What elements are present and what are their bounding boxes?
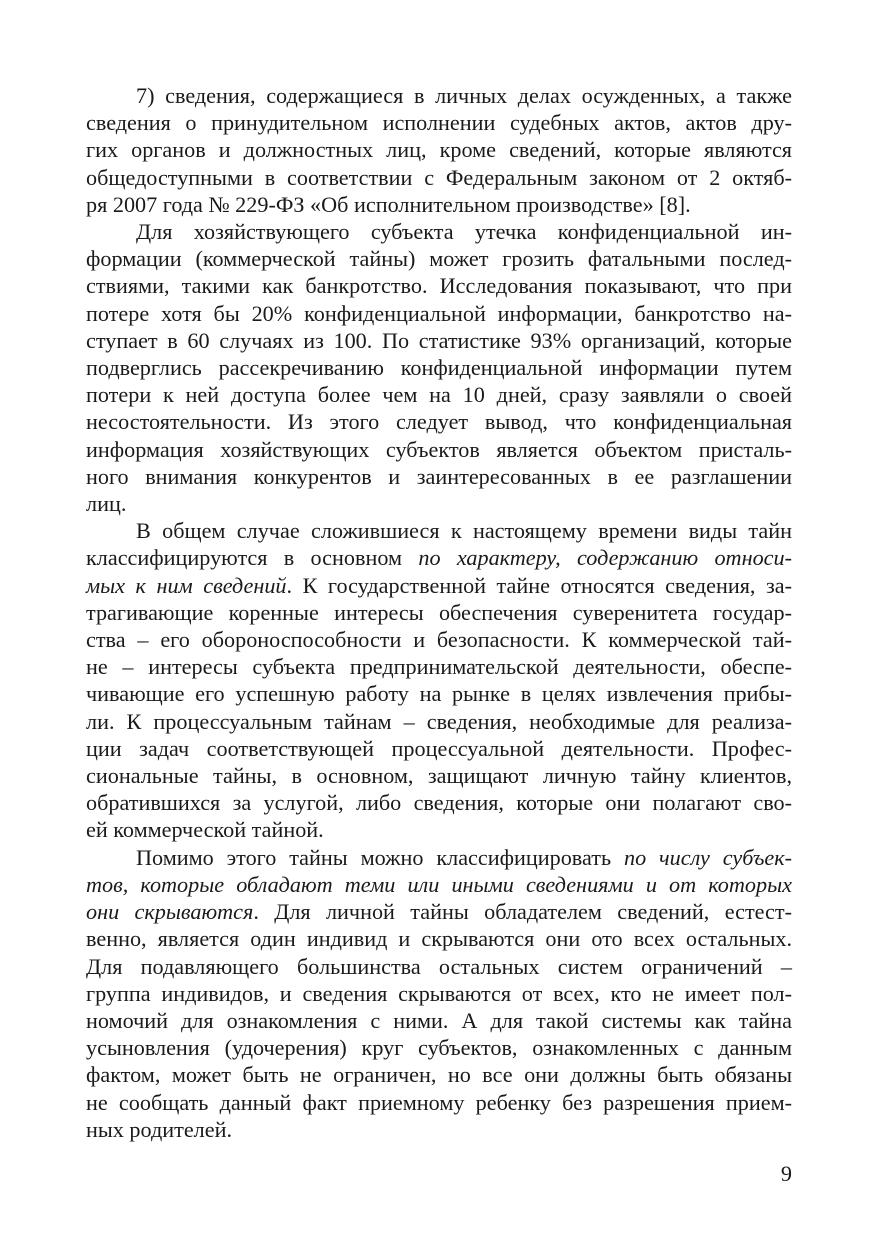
text-line: [86, 735, 792, 762]
text-line: [86, 300, 792, 327]
text-segment: сиональные тайны, в основном, защищают личную тайну клиентов,: [86, 763, 792, 789]
text-line: [86, 980, 792, 1007]
text-segment: 7) сведения, содержащиеся в личных делах осужденных, а также: [136, 83, 792, 108]
text-line: [86, 1061, 792, 1088]
text-line: [86, 844, 792, 871]
text-segment: Для хозяйствующего субъекта утечка конфиденциальной ин-: [136, 219, 792, 245]
text-line: [86, 1007, 792, 1034]
paragraph-3: [86, 517, 792, 843]
text-line: [86, 898, 792, 925]
text-segment: не сообщать данный факт приемному ребенку без разрешения прием-: [86, 1089, 792, 1115]
text-line: [86, 789, 792, 816]
text-segment: подверглись рассекречиванию конфиденциальной информации путем: [86, 355, 792, 381]
text-line: [86, 354, 792, 381]
italic-text: они скрываются: [86, 899, 254, 925]
text-segment: ного внимания конкурентов и заинтересованных в ее разглашении: [86, 463, 792, 489]
text-line: [86, 762, 792, 789]
text-line: [86, 408, 792, 435]
text-segment: ступает в 60 случаях из 100. По статистике 93% организаций, которые: [86, 327, 792, 353]
text-segment: В общем случае сложившиеся к настоящему времени виды тайн: [136, 518, 792, 544]
italic-text: по числу субъек-: [623, 844, 792, 870]
text-line: [86, 599, 792, 626]
text-segment: группа индивидов, и сведения скрываются от всех, кто не имеет пол-: [86, 980, 792, 1006]
text-segment: ствиями, такими как банкротство. Исследования показывают, что при: [86, 273, 792, 299]
text-segment: потери к ней доступа более чем на 10 дней, сразу заявляли о своей: [86, 382, 792, 408]
paragraph-2: [86, 218, 792, 517]
text-line: [86, 1034, 792, 1061]
text-segment: ей коммерческой тайной.: [86, 817, 324, 843]
text-line: [86, 1089, 792, 1116]
text-line: [86, 272, 792, 299]
text-segment: Помимо этого тайны можно классифицировать: [136, 844, 624, 870]
body-text: [86, 82, 792, 1143]
text-line: [86, 925, 792, 952]
text-line: [86, 544, 792, 571]
text-segment: Для подавляющего большинства остальных систем ограничений –: [86, 953, 792, 979]
text-line: [86, 953, 792, 980]
text-line: [86, 490, 792, 517]
text-line: [86, 708, 792, 735]
text-segment: ства – его обороноспособности и безопасности. К коммерческой тай-: [86, 627, 792, 653]
text-segment: ря 2007 года № 229-ФЗ «Об исполнительном производстве» [8].: [86, 191, 691, 217]
text-segment: венно, является один индивид и скрываются они ото всех остальных.: [86, 926, 792, 952]
text-segment: ли. К процессуальным тайнам – сведения, необходимые для реализа-: [86, 708, 792, 734]
text-segment: общедоступными в соответствии с Федеральным законом от 2 октяб-: [86, 164, 792, 190]
text-line: [86, 517, 792, 544]
text-segment: ции задач соответствующей процессуальной деятельности. Профес-: [86, 735, 792, 761]
text-segment: потере хотя бы 20% конфиденциальной информации, банкротство на-: [86, 300, 792, 326]
italic-text: по характеру, содержанию относи-: [418, 545, 792, 571]
text-segment: классифицируются в основном: [86, 545, 419, 571]
text-line: [86, 653, 792, 680]
text-line: [86, 816, 792, 843]
text-line: [86, 164, 792, 191]
text-line: [86, 218, 792, 245]
text-line: [86, 327, 792, 354]
text-segment: номочий для ознакомления с ними. А для такой системы как тайна: [86, 1007, 792, 1033]
text-line: [86, 109, 792, 136]
text-segment: усыновления (удочерения) круг субъектов, ознакомленных с данным: [86, 1035, 792, 1061]
text-segment: фактом, может быть не ограничен, но все они должны быть обязаны: [86, 1062, 792, 1088]
text-segment: информация хозяйствующих субъектов является объектом присталь-: [86, 436, 792, 462]
text-line: [86, 436, 792, 463]
text-line: [86, 82, 792, 109]
text-segment: трагивающие коренные интересы обеспечения суверенитета государ-: [86, 599, 792, 625]
text-segment: сведения о принудительном исполнении судебных актов, актов дру-: [86, 110, 792, 136]
text-segment: . Для личной тайны обладателем сведений, естест-: [253, 899, 792, 925]
text-segment: гих органов и должностных лиц, кроме сведений, которые являются: [86, 137, 792, 163]
text-line: [86, 381, 792, 408]
text-line: [86, 245, 792, 272]
text-line: [86, 626, 792, 653]
page-number: 9: [780, 1161, 792, 1186]
text-line: [86, 136, 792, 163]
text-line: [86, 1116, 792, 1143]
text-segment: формации (коммерческой тайны) может грозить фатальными послед-: [86, 246, 792, 272]
text-line: [86, 572, 792, 599]
text-segment: обратившихся за услугой, либо сведения, которые они полагают сво-: [86, 790, 792, 816]
italic-text: тов, которые обладают теми или иными сведениями и от которых: [86, 871, 792, 897]
text-line: [86, 680, 792, 707]
italic-text: мых к ним сведений: [86, 572, 287, 598]
text-line: [86, 191, 792, 218]
text-segment: чивающие его успешную работу на рынке в целях извлечения прибы-: [86, 681, 792, 707]
text-segment: не – интересы субъекта предпринимательской деятельности, обеспе-: [86, 654, 792, 680]
text-segment: . К государственной тайне относятся сведения, за-: [286, 572, 792, 598]
text-line: [86, 463, 792, 490]
text-segment: лиц.: [86, 491, 127, 517]
paragraph-4: [86, 844, 792, 1143]
text-line: [86, 871, 792, 898]
text-segment: несостоятельности. Из этого следует вывод, что конфиденциальная: [86, 409, 792, 435]
text-segment: ных родителей.: [86, 1116, 233, 1142]
paragraph-1: [86, 82, 792, 218]
